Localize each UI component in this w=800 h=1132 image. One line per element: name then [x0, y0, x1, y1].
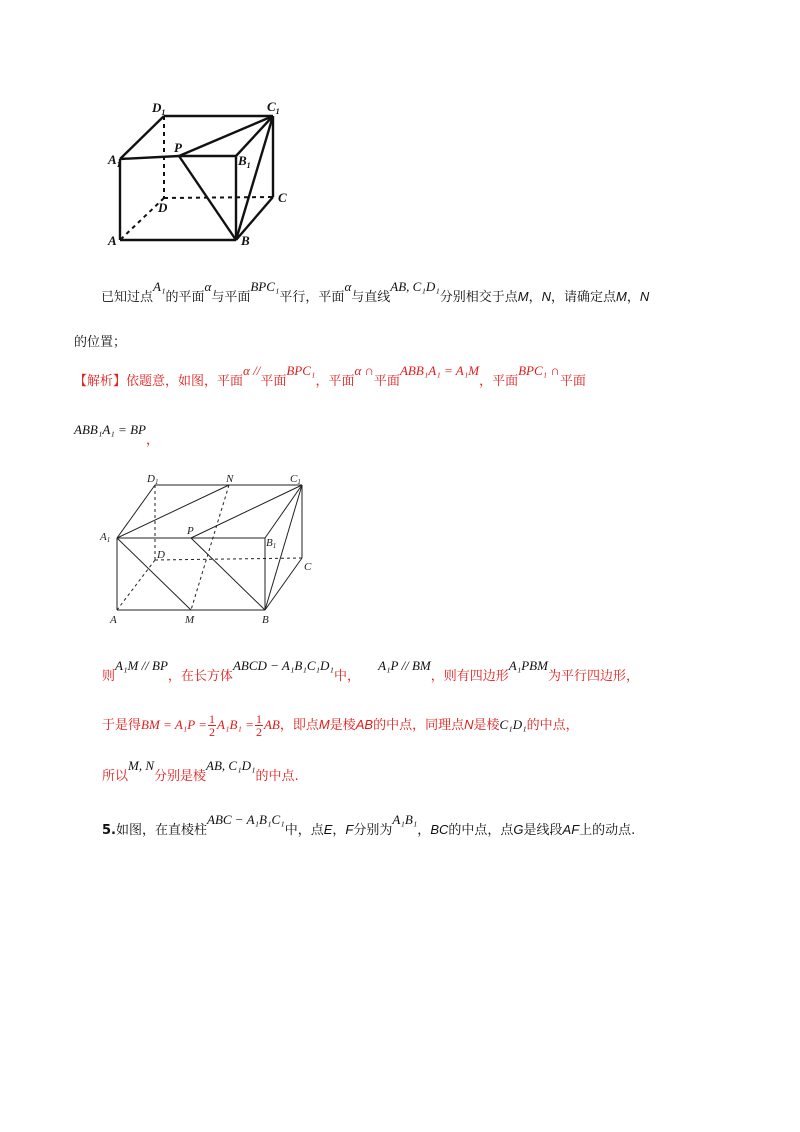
text: 的中点，同理点 — [373, 718, 465, 733]
math: ABCD − A₁B₁C₁D₁ — [232, 658, 334, 673]
var: G — [513, 822, 524, 837]
text: ，则有四边形 — [430, 669, 509, 684]
label-C: C — [304, 561, 312, 573]
label-M: M — [185, 614, 195, 626]
text: ，请确定点 — [551, 290, 617, 305]
analysis-tag: 【解析】 — [74, 374, 127, 389]
math: A₁B₁ = — [217, 717, 254, 732]
math: BPC₁ ∩ — [518, 363, 560, 378]
text: 上的动点. — [579, 823, 636, 838]
sub-1: 1 — [275, 107, 280, 116]
sub-1: 1 — [116, 160, 121, 169]
text: 分别是棱 — [154, 769, 207, 784]
text: 为平行四边形， — [547, 669, 639, 684]
hidden-edge-DC — [164, 197, 273, 198]
edge-A1D1 — [120, 116, 164, 159]
text: 的中点， — [526, 718, 579, 733]
figure-2-cuboid-solution — [95, 470, 325, 630]
text: ， — [528, 290, 542, 305]
text: 则 — [102, 669, 116, 684]
sub-1: 1 — [246, 161, 251, 170]
svg-text:D1 — [146, 473, 158, 486]
text: 的位置； — [74, 335, 127, 350]
math: α ∩ — [354, 363, 374, 378]
math: BM = A₁P = — [141, 717, 208, 732]
text: 依题意，如图，平面 — [126, 374, 244, 389]
label-C1: C — [267, 99, 276, 114]
text: 平面 — [373, 374, 400, 389]
label-D: D — [157, 549, 165, 561]
math: ABC − A₁B₁C₁ — [207, 812, 285, 827]
math: A₁B₁ — [392, 812, 418, 827]
solution-line-5 — [102, 758, 299, 787]
denominator: 2 — [255, 725, 262, 739]
math: A₁ — [153, 279, 166, 294]
math: α — [204, 279, 212, 294]
solution-line-3 — [102, 658, 639, 687]
math: M, N — [128, 758, 155, 773]
text: 如图，在直棱柱 — [115, 823, 207, 838]
math: BPC₁ — [286, 363, 316, 378]
text: 是棱 — [473, 718, 500, 733]
hidden-edge-NM — [191, 485, 229, 610]
text: 平面 — [260, 374, 287, 389]
svg-text:C1 — [267, 99, 280, 116]
text: 中， — [333, 669, 360, 684]
label-C1: C — [290, 473, 298, 485]
math: AB — [263, 717, 280, 732]
svg-text:C1 — [290, 473, 301, 486]
svg-text:A1 — [107, 152, 121, 169]
sub-1: 1 — [106, 536, 111, 544]
text: 是棱 — [329, 718, 356, 733]
edge-PC1 — [191, 485, 302, 538]
text: ，即点 — [279, 718, 319, 733]
text: 的平面 — [165, 290, 205, 305]
text: 分别为 — [353, 823, 393, 838]
text: 平行，平面 — [279, 290, 345, 305]
text: ， — [626, 290, 640, 305]
svg-text:D1 — [151, 100, 165, 117]
hidden-edge-DA — [117, 560, 155, 610]
text: 平面 — [559, 374, 586, 389]
label-D: D — [158, 200, 168, 215]
edge-B1C1 — [265, 485, 302, 538]
text: 所以 — [102, 769, 129, 784]
label-D1: D — [147, 473, 155, 485]
text: 的中点，点 — [448, 823, 514, 838]
label-B1: B — [238, 153, 247, 168]
text: 的中点. — [255, 769, 299, 784]
var: N — [541, 289, 552, 304]
svg-text:B1 — [237, 153, 251, 170]
var: N — [464, 717, 474, 732]
sub-1: 1 — [161, 108, 166, 117]
sub-1: 1 — [272, 542, 277, 550]
math: ABB₁A₁ = A₁M — [399, 363, 480, 378]
label-A: A — [110, 614, 117, 626]
math: AB, C₁D₁ — [206, 758, 256, 773]
text: 与平面 — [211, 290, 251, 305]
text: 已知过点 — [101, 290, 154, 305]
edge-A1M — [117, 538, 191, 610]
math: A₁M // BP — [115, 658, 168, 673]
math: A₁PBM — [508, 658, 548, 673]
edge-BC — [265, 558, 302, 610]
text: 是线段 — [523, 823, 563, 838]
text: ， — [145, 433, 159, 448]
paragraph-1-line-1 — [101, 279, 650, 308]
text: ，在长方体 — [167, 669, 233, 684]
label-B: B — [262, 614, 269, 626]
text: 于是得 — [102, 718, 142, 733]
solution-line-2 — [74, 422, 159, 451]
text: 与直线 — [351, 290, 391, 305]
label-B1: B — [266, 537, 273, 549]
edge-A1P — [120, 156, 179, 159]
var: F — [345, 822, 354, 837]
math: α — [344, 279, 352, 294]
label-A1: A — [100, 531, 107, 543]
label-A: A — [108, 233, 117, 248]
solution-line-1 — [74, 363, 586, 392]
denominator: 2 — [209, 725, 216, 739]
sub-1: 1 — [297, 478, 301, 486]
edge-A1N — [117, 485, 229, 538]
solution-line-4 — [102, 713, 579, 738]
text: ，平面 — [315, 374, 355, 389]
svg-text:A1 — [99, 531, 110, 544]
label-N: N — [226, 473, 234, 485]
var: AF — [562, 822, 580, 837]
text: ， — [332, 823, 346, 838]
var: BC — [430, 822, 449, 837]
label-A1: A — [108, 152, 117, 167]
label-C: C — [278, 190, 287, 205]
label-P: P — [187, 525, 194, 537]
label-P: P — [174, 140, 182, 155]
var: AB — [355, 717, 374, 732]
label-B: B — [241, 233, 250, 248]
edge-A1D1 — [117, 485, 155, 538]
math: α // — [243, 363, 261, 378]
sub-1: 1 — [154, 478, 159, 486]
math: C₁D₁ — [499, 717, 527, 732]
svg-text:B1 — [266, 537, 276, 550]
text: 中，点 — [284, 823, 324, 838]
var: N — [639, 289, 650, 304]
numerator: 1 — [209, 712, 216, 726]
math: BPC₁ — [250, 279, 280, 294]
text: 分别相交于点 — [439, 290, 518, 305]
math: A₁P // BM — [378, 658, 431, 673]
text: ， — [417, 823, 431, 838]
label-D1: D — [152, 100, 162, 115]
math: ABB₁A₁ = BP — [74, 422, 146, 437]
var: E — [323, 822, 333, 837]
figure-1-cuboid — [100, 92, 300, 252]
var: M — [616, 289, 627, 304]
var: M — [517, 289, 529, 304]
fraction-half — [255, 713, 263, 738]
edge-PC1 — [179, 116, 273, 156]
fraction-half — [208, 713, 216, 738]
text: ，平面 — [479, 374, 519, 389]
math: AB, C₁D₁ — [390, 279, 440, 294]
problem-5 — [102, 812, 636, 841]
var: M — [318, 717, 330, 732]
numerator: 1 — [255, 712, 262, 726]
problem-number: 5. — [102, 823, 116, 838]
paragraph-1-line-2 — [74, 333, 126, 353]
